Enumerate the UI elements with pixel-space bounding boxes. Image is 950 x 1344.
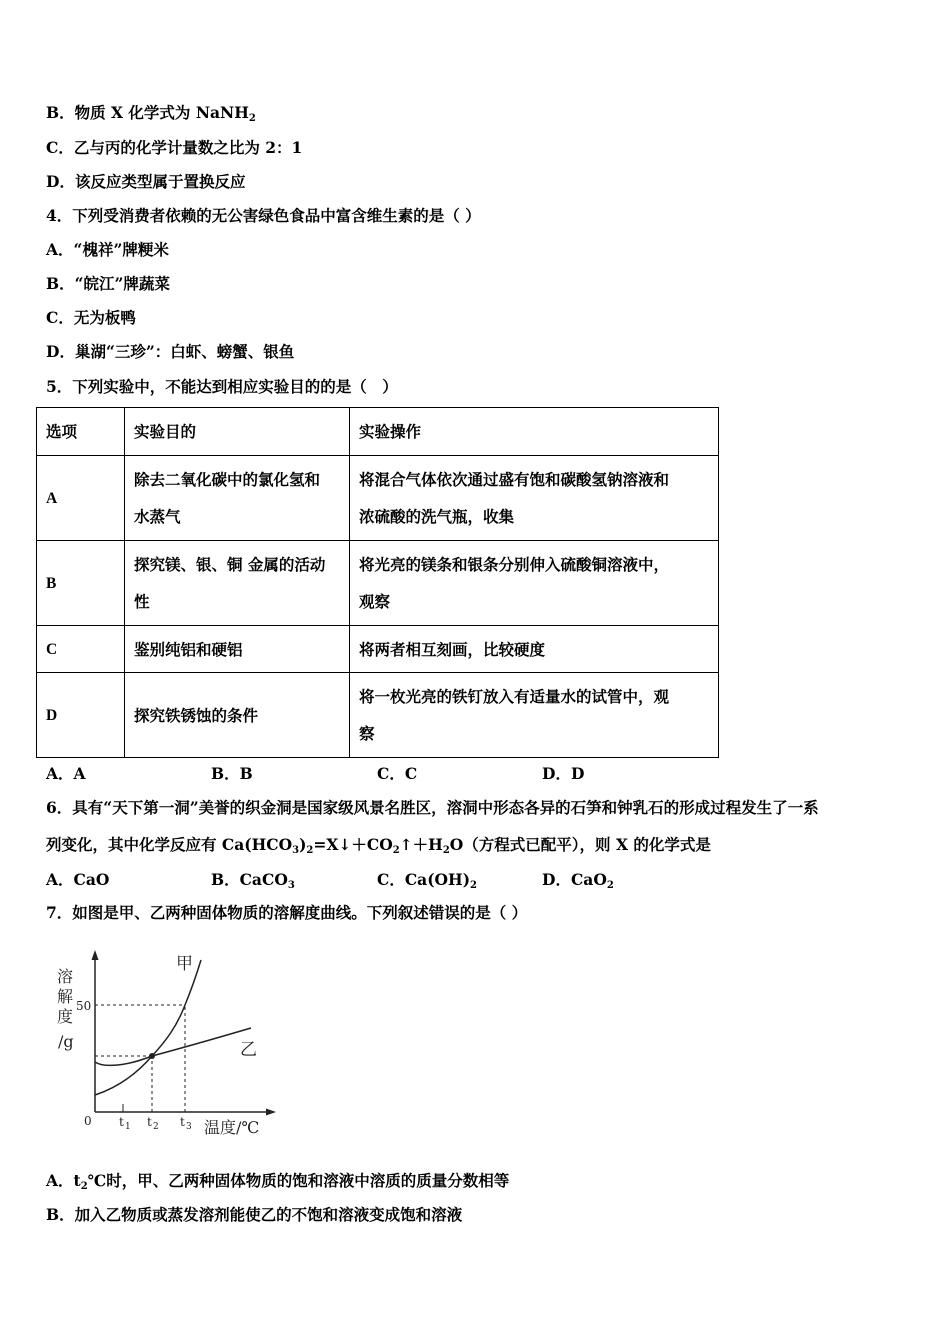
- q3-option-b: B．物质 X 化学式为 NaNH$_2$: [46, 103, 256, 124]
- table-cell-purpose: 鉴别纯铝和硬铝: [125, 626, 350, 673]
- table-cell-option: D: [37, 673, 125, 758]
- table-cell-option: B: [37, 541, 125, 626]
- x-tick-t2: [147, 1115, 159, 1132]
- x-axis-arrow: [266, 1109, 276, 1116]
- svg-text:t: t: [147, 1115, 152, 1129]
- table-cell-operation: 将两者相互刻画，比较硬度: [350, 626, 719, 673]
- q7-option-b: B．加入乙物质或蒸发溶剂能使乙的不饱和溶液变成饱和溶液: [46, 1205, 463, 1224]
- q3-option-d: D．该反应类型属于置换反应: [46, 172, 246, 191]
- table-cell-option: C: [37, 626, 125, 673]
- table-cell-purpose: 探究铁锈蚀的条件: [125, 673, 350, 758]
- curve-yi-label: 乙: [240, 1040, 257, 1060]
- q6-option-c: C．$Ca(OH)_2$: [377, 870, 477, 891]
- table-cell-operation: 将光亮的镁条和银条分别伸入硫酸铜溶液中， 观察: [350, 541, 719, 626]
- table-header: 实验操作: [350, 408, 719, 456]
- y-tick-50: 50: [76, 999, 92, 1013]
- svg-text:t: t: [180, 1115, 185, 1129]
- table-header-row: [37, 408, 719, 456]
- q6-option-a: A．CaO: [46, 870, 110, 889]
- table-cell-purpose: 探究镁、银、铜 金属的活动 性: [125, 541, 350, 626]
- q4-option-a: A．“槐祥”牌粳米: [46, 240, 169, 259]
- q3-option-c: C．乙与丙的化学计量数之比为 2：1: [46, 138, 303, 157]
- svg-text:t: t: [119, 1115, 124, 1129]
- q6-option-b: B．CaCO$_3$: [211, 870, 295, 891]
- svg-text:2: 2: [153, 1122, 159, 1132]
- y-label-char: 溶: [57, 967, 74, 986]
- origin-label: 0: [84, 1114, 92, 1128]
- table-row: [37, 541, 719, 626]
- q4-option-b: B．“皖江”牌蔬菜: [46, 274, 170, 293]
- q5-stem: 5．下列实验中，不能达到相应实验目的的是（ ）: [46, 377, 398, 396]
- table-header: 选项: [37, 408, 125, 456]
- q4-option-c: C．无为板鸭: [46, 308, 136, 327]
- q5-option-b: B．B: [211, 764, 253, 783]
- q5-option-c: C．C: [377, 764, 418, 783]
- svg-text:3: 3: [186, 1122, 192, 1132]
- experiment-table: [36, 407, 719, 758]
- y-label-char: 度: [57, 1007, 74, 1026]
- table-row: [37, 456, 719, 541]
- x-label: 温度/℃: [204, 1118, 260, 1137]
- q7-option-a: A．$t_2℃$时，甲、乙两种固体物质的饱和溶液中溶质的质量分数相等: [46, 1171, 510, 1192]
- q4-option-d: D．巢湖“三珍”：白虾、螃蟹、银鱼: [46, 342, 295, 361]
- table-cell-operation: 将一枚光亮的铁钉放入有适量水的试管中，观 察: [350, 673, 719, 758]
- q6-options: [46, 868, 746, 890]
- q4-stem: 4．下列受消费者依赖的无公害绿色食品中富含维生素的是（ ）: [46, 206, 481, 225]
- y-label-char: 解: [57, 987, 74, 1006]
- q5-options: [46, 762, 746, 782]
- q5-option-d: D．D: [542, 764, 585, 783]
- intersection-point: [149, 1053, 155, 1059]
- x-tick-t1: [119, 1115, 131, 1132]
- table-header: 实验目的: [125, 408, 350, 456]
- table-cell-operation: 将混合气体依次通过盛有饱和碳酸氢钠溶液和 浓硫酸的洗气瓶，收集: [350, 456, 719, 541]
- q6-stem-line2: 列变化，其中化学反应有 $Ca(HCO_3)_2=X↓+CO_2↑+H_2O$（方程式已配平），则 X 的化学式是: [46, 835, 711, 856]
- q7-stem: 7．如图是甲、乙两种固体物质的溶解度曲线。下列叙述错误的是（ ）: [46, 903, 528, 922]
- q6-option-d: D．CaO$_2$: [542, 870, 614, 891]
- q5-option-a: A．A: [46, 764, 86, 783]
- table-cell-option: A: [37, 456, 125, 541]
- x-tick-t3: [180, 1115, 192, 1132]
- table-row: [37, 626, 719, 673]
- svg-text:1: 1: [125, 1122, 131, 1132]
- q6-stem-line1: 6．具有“天下第一洞”美誉的织金洞是国家级风景名胜区，溶洞中形态各异的石笋和钟乳石的形成过程发生了一系: [46, 798, 819, 817]
- solubility-curve-graph: [52, 948, 284, 1140]
- y-label-unit: /g: [58, 1032, 74, 1051]
- y-axis-arrow: [92, 950, 99, 960]
- table-cell-purpose: 除去二氧化碳中的氯化氢和 水蒸气: [125, 456, 350, 541]
- table-row: [37, 673, 719, 758]
- curve-jia-label: 甲: [176, 954, 193, 974]
- curve-yi: [95, 1028, 251, 1065]
